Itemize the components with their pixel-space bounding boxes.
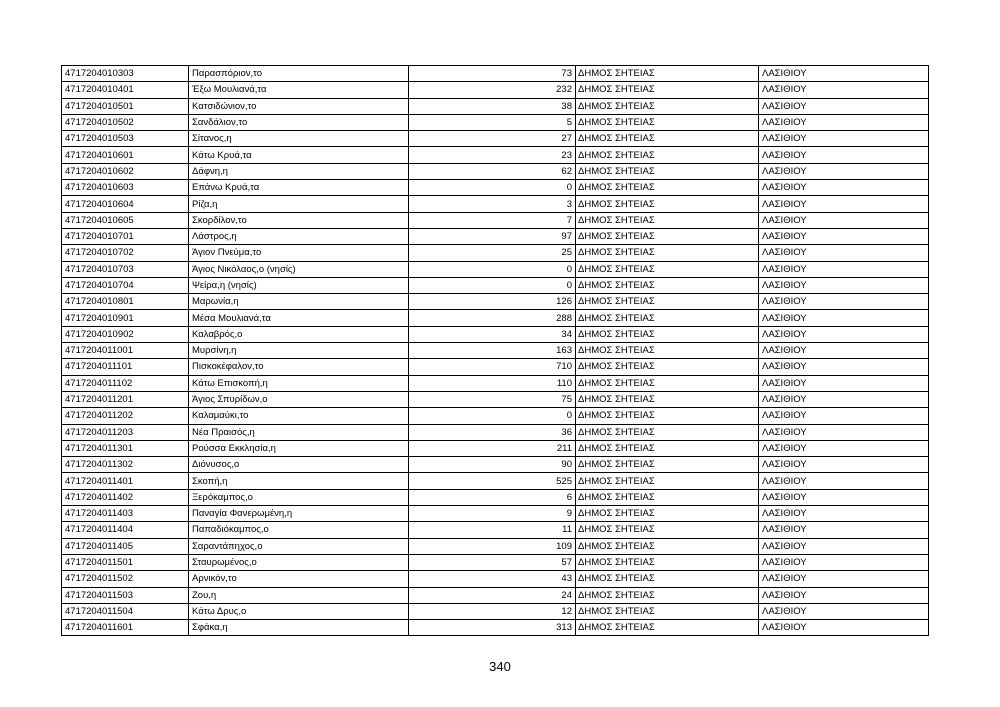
population-cell: 525 [409,473,576,489]
code-cell: 4717204011202 [62,408,189,424]
municipality-cell: ΔΗΜΟΣ ΣΗΤΕΙΑΣ [576,228,759,244]
population-cell: 232 [409,82,576,98]
code-cell: 4717204010601 [62,147,189,163]
municipality-cell: ΔΗΜΟΣ ΣΗΤΕΙΑΣ [576,375,759,391]
table-row [62,310,929,326]
code-cell: 4717204011203 [62,424,189,440]
code-cell: 4717204010303 [62,66,189,82]
table-row [62,114,929,130]
table-row [62,571,929,587]
code-cell: 4717204011403 [62,506,189,522]
prefecture-cell: ΛΑΣΙΘΙΟΥ [759,180,929,196]
table-row [62,163,929,179]
prefecture-cell: ΛΑΣΙΘΙΟΥ [759,457,929,473]
population-cell: 36 [409,424,576,440]
locality-name-cell: Ξερόκαμπος,ο [189,489,409,505]
locality-name-cell: Ψείρα,η (νησίς) [189,277,409,293]
locality-name-cell: Κάτω Κρυά,τα [189,147,409,163]
code-cell: 4717204011404 [62,522,189,538]
table-row [62,506,929,522]
municipality-cell: ΔΗΜΟΣ ΣΗΤΕΙΑΣ [576,310,759,326]
municipality-cell: ΔΗΜΟΣ ΣΗΤΕΙΑΣ [576,424,759,440]
population-cell: 38 [409,98,576,114]
municipality-cell: ΔΗΜΟΣ ΣΗΤΕΙΑΣ [576,294,759,310]
locality-name-cell: Άγιος Σπυρίδων,ο [189,391,409,407]
prefecture-cell: ΛΑΣΙΘΙΟΥ [759,587,929,603]
population-cell: 23 [409,147,576,163]
municipality-cell: ΔΗΜΟΣ ΣΗΤΕΙΑΣ [576,571,759,587]
table-row [62,82,929,98]
code-cell: 4717204010503 [62,131,189,147]
locality-name-cell: Διόνυσος,ο [189,457,409,473]
prefecture-cell: ΛΑΣΙΘΙΟΥ [759,408,929,424]
prefecture-cell: ΛΑΣΙΘΙΟΥ [759,212,929,228]
population-cell: 3 [409,196,576,212]
population-cell: 25 [409,245,576,261]
prefecture-cell: ΛΑΣΙΘΙΟΥ [759,66,929,82]
locality-name-cell: Παναγία Φανερωμένη,η [189,506,409,522]
code-cell: 4717204010502 [62,114,189,130]
municipality-cell: ΔΗΜΟΣ ΣΗΤΕΙΑΣ [576,620,759,636]
locality-name-cell: Σίτανος,η [189,131,409,147]
population-cell: 57 [409,554,576,570]
code-cell: 4717204011301 [62,440,189,456]
locality-name-cell: Κατσιδώνιον,το [189,98,409,114]
code-cell: 4717204010401 [62,82,189,98]
municipality-cell: ΔΗΜΟΣ ΣΗΤΕΙΑΣ [576,538,759,554]
prefecture-cell: ΛΑΣΙΘΙΟΥ [759,82,929,98]
population-cell: 97 [409,228,576,244]
locality-name-cell: Ρίζα,η [189,196,409,212]
code-cell: 4717204010501 [62,98,189,114]
table-row [62,522,929,538]
locality-name-cell: Έξω Μουλιανά,τα [189,82,409,98]
municipality-cell: ΔΗΜΟΣ ΣΗΤΕΙΑΣ [576,554,759,570]
table-row [62,66,929,82]
locality-name-cell: Παπαδιόκαμπος,ο [189,522,409,538]
prefecture-cell: ΛΑΣΙΘΙΟΥ [759,114,929,130]
locality-name-cell: Σκορδίλον,το [189,212,409,228]
code-cell: 4717204011402 [62,489,189,505]
locality-name-cell: Καλαμαύκι,το [189,408,409,424]
code-cell: 4717204011101 [62,359,189,375]
population-cell: 12 [409,603,576,619]
code-cell: 4717204011302 [62,457,189,473]
municipality-cell: ΔΗΜΟΣ ΣΗΤΕΙΑΣ [576,114,759,130]
locality-name-cell: Σαραντάπηχος,ο [189,538,409,554]
code-cell: 4717204011401 [62,473,189,489]
table-row [62,375,929,391]
locality-name-cell: Άγιον Πνεύμα,το [189,245,409,261]
table-row [62,196,929,212]
municipality-cell: ΔΗΜΟΣ ΣΗΤΕΙΑΣ [576,522,759,538]
municipality-cell: ΔΗΜΟΣ ΣΗΤΕΙΑΣ [576,587,759,603]
population-cell: 43 [409,571,576,587]
code-cell: 4717204011201 [62,391,189,407]
prefecture-cell: ΛΑΣΙΘΙΟΥ [759,294,929,310]
code-cell: 4717204010801 [62,294,189,310]
population-cell: 11 [409,522,576,538]
table-row [62,180,929,196]
population-cell: 110 [409,375,576,391]
population-cell: 710 [409,359,576,375]
municipality-cell: ΔΗΜΟΣ ΣΗΤΕΙΑΣ [576,359,759,375]
code-cell: 4717204011504 [62,603,189,619]
prefecture-cell: ΛΑΣΙΘΙΟΥ [759,326,929,342]
population-cell: 0 [409,180,576,196]
municipality-cell: ΔΗΜΟΣ ΣΗΤΕΙΑΣ [576,180,759,196]
locality-name-cell: Παρασπόριον,το [189,66,409,82]
prefecture-cell: ΛΑΣΙΘΙΟΥ [759,571,929,587]
prefecture-cell: ΛΑΣΙΘΙΟΥ [759,196,929,212]
municipality-cell: ΔΗΜΟΣ ΣΗΤΕΙΑΣ [576,212,759,228]
prefecture-cell: ΛΑΣΙΘΙΟΥ [759,440,929,456]
population-cell: 0 [409,261,576,277]
prefecture-cell: ΛΑΣΙΘΙΟΥ [759,228,929,244]
code-cell: 4717204010605 [62,212,189,228]
prefecture-cell: ΛΑΣΙΘΙΟΥ [759,489,929,505]
locality-name-cell: Μέσα Μουλιανά,τα [189,310,409,326]
code-cell: 4717204010902 [62,326,189,342]
table-row [62,440,929,456]
prefecture-cell: ΛΑΣΙΘΙΟΥ [759,310,929,326]
population-cell: 288 [409,310,576,326]
municipality-cell: ΔΗΜΟΣ ΣΗΤΕΙΑΣ [576,473,759,489]
population-cell: 211 [409,440,576,456]
municipality-cell: ΔΗΜΟΣ ΣΗΤΕΙΑΣ [576,440,759,456]
code-cell: 4717204010602 [62,163,189,179]
code-cell: 4717204010702 [62,245,189,261]
population-cell: 27 [409,131,576,147]
population-cell: 0 [409,277,576,293]
data-table [61,65,929,636]
table-row [62,228,929,244]
locality-name-cell: Κάτω Επισκοπή,η [189,375,409,391]
prefecture-cell: ΛΑΣΙΘΙΟΥ [759,261,929,277]
locality-name-cell: Σφάκα,η [189,620,409,636]
prefecture-cell: ΛΑΣΙΘΙΟΥ [759,391,929,407]
population-cell: 9 [409,506,576,522]
locality-name-cell: Αρνικόν,το [189,571,409,587]
locality-name-cell: Ρούσσα Εκκλησία,η [189,440,409,456]
locality-name-cell: Ζου,η [189,587,409,603]
prefecture-cell: ΛΑΣΙΘΙΟΥ [759,522,929,538]
prefecture-cell: ΛΑΣΙΘΙΟΥ [759,163,929,179]
code-cell: 4717204010701 [62,228,189,244]
population-cell: 90 [409,457,576,473]
municipality-cell: ΔΗΜΟΣ ΣΗΤΕΙΑΣ [576,506,759,522]
prefecture-cell: ΛΑΣΙΘΙΟΥ [759,375,929,391]
population-cell: 163 [409,343,576,359]
population-cell: 0 [409,408,576,424]
prefecture-cell: ΛΑΣΙΘΙΟΥ [759,245,929,261]
code-cell: 4717204011001 [62,343,189,359]
table-row [62,424,929,440]
municipality-cell: ΔΗΜΟΣ ΣΗΤΕΙΑΣ [576,98,759,114]
municipality-cell: ΔΗΜΟΣ ΣΗΤΕΙΑΣ [576,343,759,359]
locality-name-cell: Καλαβρός,ο [189,326,409,342]
municipality-cell: ΔΗΜΟΣ ΣΗΤΕΙΑΣ [576,277,759,293]
municipality-cell: ΔΗΜΟΣ ΣΗΤΕΙΑΣ [576,163,759,179]
table-row [62,131,929,147]
table-row [62,359,929,375]
prefecture-cell: ΛΑΣΙΘΙΟΥ [759,538,929,554]
table-row [62,212,929,228]
code-cell: 4717204010704 [62,277,189,293]
code-cell: 4717204010603 [62,180,189,196]
locality-name-cell: Πισκοκέφαλον,το [189,359,409,375]
locality-name-cell: Κάτω Δρυς,ο [189,603,409,619]
code-cell: 4717204011503 [62,587,189,603]
table-row [62,98,929,114]
locality-name-cell: Μαρωνία,η [189,294,409,310]
table-row [62,489,929,505]
table-row [62,620,929,636]
table-row [62,326,929,342]
table-row [62,408,929,424]
table-row [62,147,929,163]
code-cell: 4717204010703 [62,261,189,277]
population-cell: 109 [409,538,576,554]
table-row [62,538,929,554]
code-cell: 4717204010604 [62,196,189,212]
prefecture-cell: ΛΑΣΙΘΙΟΥ [759,554,929,570]
locality-name-cell: Λάστρος,η [189,228,409,244]
table-row [62,391,929,407]
municipality-cell: ΔΗΜΟΣ ΣΗΤΕΙΑΣ [576,147,759,163]
municipality-cell: ΔΗΜΟΣ ΣΗΤΕΙΑΣ [576,457,759,473]
municipality-cell: ΔΗΜΟΣ ΣΗΤΕΙΑΣ [576,489,759,505]
locality-name-cell: Μυρσίνη,η [189,343,409,359]
population-cell: 313 [409,620,576,636]
municipality-cell: ΔΗΜΟΣ ΣΗΤΕΙΑΣ [576,196,759,212]
table-row [62,261,929,277]
locality-name-cell: Δάφνη,η [189,163,409,179]
population-cell: 73 [409,66,576,82]
table-row [62,343,929,359]
population-cell: 5 [409,114,576,130]
prefecture-cell: ΛΑΣΙΘΙΟΥ [759,620,929,636]
locality-name-cell: Επάνω Κρυά,τα [189,180,409,196]
municipality-cell: ΔΗΜΟΣ ΣΗΤΕΙΑΣ [576,131,759,147]
code-cell: 4717204011601 [62,620,189,636]
prefecture-cell: ΛΑΣΙΘΙΟΥ [759,359,929,375]
locality-name-cell: Άγιος Νικόλαος,ο (νησίς) [189,261,409,277]
page-number: 340 [489,659,511,674]
population-cell: 62 [409,163,576,179]
code-cell: 4717204010901 [62,310,189,326]
locality-name-cell: Σκοπή,η [189,473,409,489]
population-cell: 6 [409,489,576,505]
code-cell: 4717204011102 [62,375,189,391]
table-row [62,294,929,310]
table-row [62,457,929,473]
prefecture-cell: ΛΑΣΙΘΙΟΥ [759,147,929,163]
municipality-cell: ΔΗΜΟΣ ΣΗΤΕΙΑΣ [576,408,759,424]
prefecture-cell: ΛΑΣΙΘΙΟΥ [759,506,929,522]
table-row [62,554,929,570]
code-cell: 4717204011502 [62,571,189,587]
table-row [62,245,929,261]
locality-name-cell: Σταυρωμένος,ο [189,554,409,570]
code-cell: 4717204011501 [62,554,189,570]
prefecture-cell: ΛΑΣΙΘΙΟΥ [759,131,929,147]
prefecture-cell: ΛΑΣΙΘΙΟΥ [759,277,929,293]
population-cell: 24 [409,587,576,603]
municipality-cell: ΔΗΜΟΣ ΣΗΤΕΙΑΣ [576,603,759,619]
population-cell: 34 [409,326,576,342]
locality-name-cell: Νέα Πραισός,η [189,424,409,440]
table-row [62,587,929,603]
table-row [62,473,929,489]
municipality-cell: ΔΗΜΟΣ ΣΗΤΕΙΑΣ [576,82,759,98]
prefecture-cell: ΛΑΣΙΘΙΟΥ [759,343,929,359]
population-cell: 7 [409,212,576,228]
locality-name-cell: Σανδάλιον,το [189,114,409,130]
municipality-cell: ΔΗΜΟΣ ΣΗΤΕΙΑΣ [576,391,759,407]
prefecture-cell: ΛΑΣΙΘΙΟΥ [759,603,929,619]
prefecture-cell: ΛΑΣΙΘΙΟΥ [759,473,929,489]
code-cell: 4717204011405 [62,538,189,554]
prefecture-cell: ΛΑΣΙΘΙΟΥ [759,424,929,440]
municipality-cell: ΔΗΜΟΣ ΣΗΤΕΙΑΣ [576,326,759,342]
population-cell: 126 [409,294,576,310]
table-body [62,66,929,636]
population-cell: 75 [409,391,576,407]
municipality-cell: ΔΗΜΟΣ ΣΗΤΕΙΑΣ [576,261,759,277]
prefecture-cell: ΛΑΣΙΘΙΟΥ [759,98,929,114]
municipality-cell: ΔΗΜΟΣ ΣΗΤΕΙΑΣ [576,66,759,82]
table-row [62,603,929,619]
municipality-cell: ΔΗΜΟΣ ΣΗΤΕΙΑΣ [576,245,759,261]
table-row [62,277,929,293]
